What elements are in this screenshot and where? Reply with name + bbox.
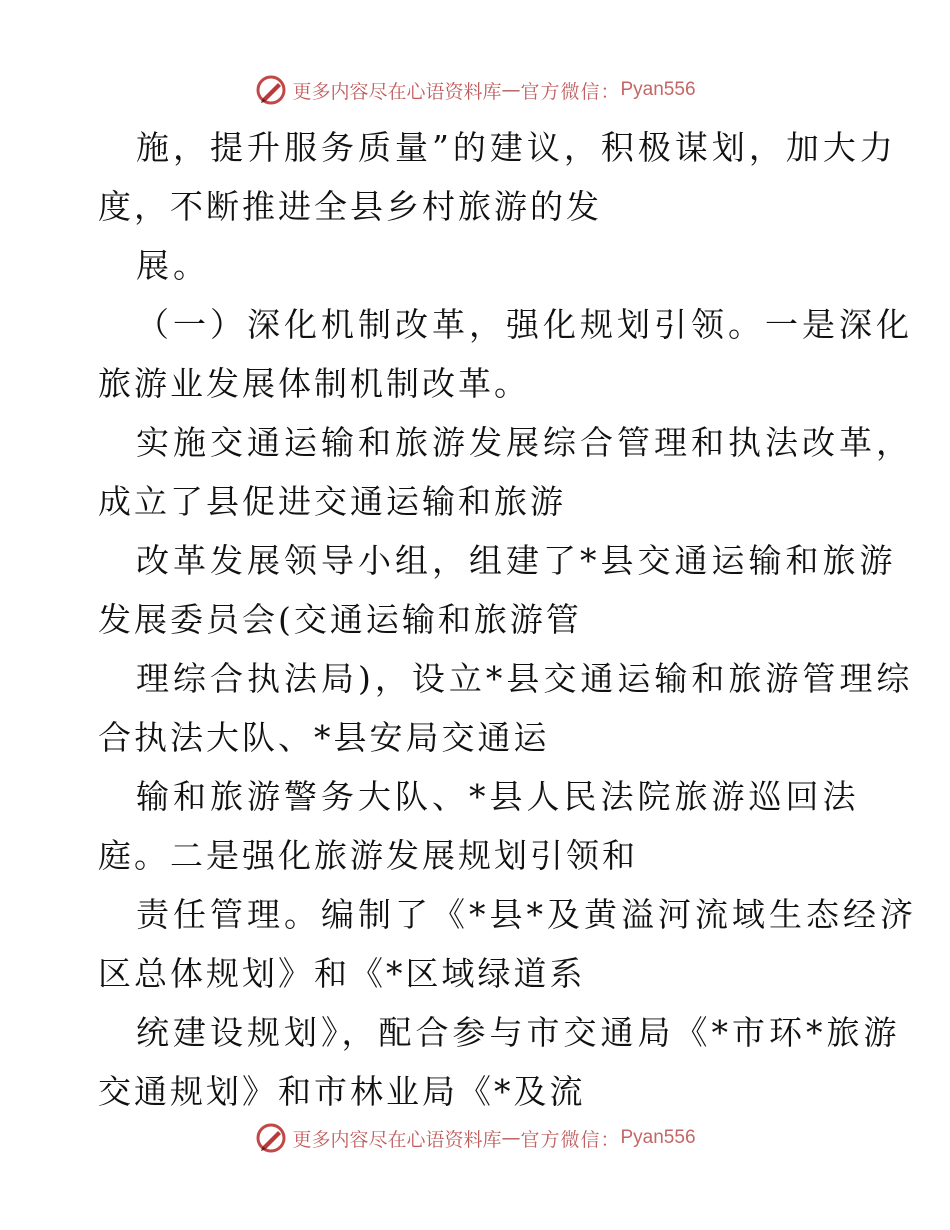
- body-line: 合执法大队、*县安局交通运: [98, 718, 550, 757]
- watermark-main-text: 更多内容尽在心语资料库: [292, 1128, 502, 1151]
- body-line: 统建设规划》，配合参与市交通局《*市环*旅游: [136, 1013, 901, 1052]
- body-line: 改革发展领导小组，组建了*县交通运输和旅游: [136, 541, 897, 580]
- body-line: 度，不断推进全县乡村旅游的发: [98, 187, 602, 226]
- footer-watermark: [0, 1118, 950, 1158]
- body-line: 成立了县促进交通运输和旅游: [98, 482, 566, 521]
- watermark-dash: —: [501, 79, 521, 101]
- body-line: 发展委员会(交通运输和旅游管: [98, 600, 582, 639]
- watermark-dash: —: [501, 1127, 521, 1149]
- watermark-wechat-id: Pyan556: [620, 79, 696, 100]
- pen-logo-icon: [254, 1121, 288, 1155]
- header-watermark: [0, 70, 950, 110]
- pen-logo-icon: [254, 73, 288, 107]
- watermark-wechat-label: 官方微信：: [520, 80, 621, 103]
- body-line: 交通规划》和市林业局《*及流: [98, 1072, 586, 1111]
- document-body: [98, 118, 917, 1121]
- body-line: 理综合执法局)，设立*县交通运输和旅游管理综: [136, 659, 914, 698]
- body-line: 实施交通运输和旅游发展综合管理和执法改革，: [136, 423, 913, 462]
- body-line: 展。: [136, 246, 210, 285]
- body-line: （一）深化机制改革，强化规划引领。一是深化: [136, 305, 913, 344]
- body-line: 责任管理。编制了《*县*及黄溢河流域生态经济: [136, 895, 917, 934]
- body-line: 施，提升服务质量”的建议，积极谋划，加大力: [136, 128, 897, 167]
- watermark-main-text: 更多内容尽在心语资料库: [292, 80, 502, 103]
- body-line: 旅游业发展体制机制改革。: [98, 364, 530, 403]
- body-line: 庭。二是强化旅游发展规划引领和: [98, 836, 638, 875]
- body-line: 区总体规划》和《*区域绿道系: [98, 954, 586, 993]
- watermark-wechat-id: Pyan556: [620, 1127, 696, 1148]
- watermark-wechat-label: 官方微信：: [520, 1128, 621, 1151]
- body-line: 输和旅游警务大队、*县人民法院旅游巡回法: [136, 777, 860, 816]
